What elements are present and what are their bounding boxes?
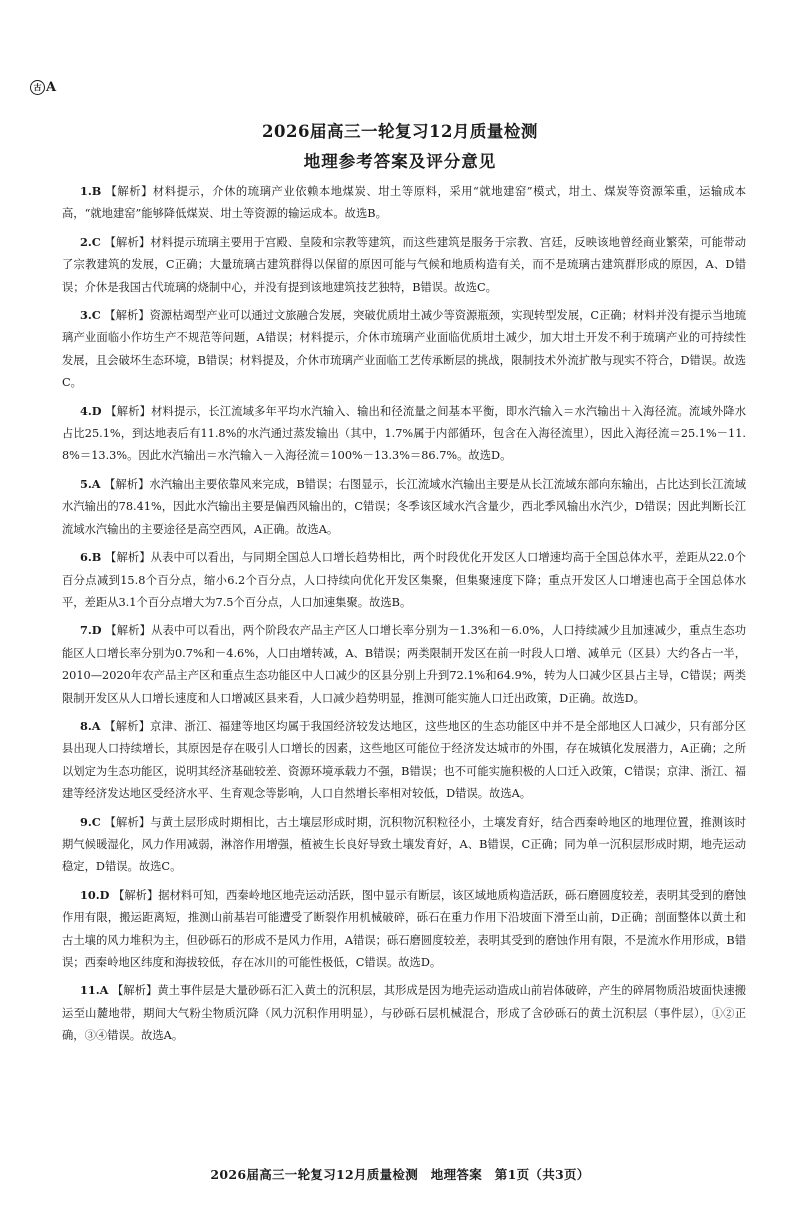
document-title: 2026届高三一轮复习12月质量检测 — [262, 122, 538, 141]
answer-item-6 — [62, 546, 746, 614]
answer-text: 【解析】从表中可以看出，两个阶段农产品主产区人口增长率分别为－1.3%和－6.0%，人口持续减少且加速减少，重点生态功能区人口增长率分别为0.7%和－4.6%，人口由增转减，A、B错误；两类限制开发区在前一时段人口增、减单元（区县）大约各占一半，2010—2020年农产品主产区和重点生态功能区中人口减少的区县分别上升到72.1%和64.9%，转为人口减少区县占主导，C错误；两类限制开发区从人口增长速度和人口增减区县来看，人口减少趋势明显，推测可能实施人口迁出政策，D正确。故选D。 — [62, 624, 746, 705]
answer-number: 3.C — [80, 308, 101, 323]
answer-item-3 — [62, 304, 746, 395]
answer-number: 6.B — [80, 550, 102, 565]
answer-text: 【解析】水汽输出主要依靠风来完成，B错误；右图显示，长江流域水汽输出主要是从长江流域东部向东输出，占比达到长江流域水汽输出的78.41%，因此水汽输出主要是偏西风输出的，C错误；冬季该区域水汽含量少，西北季风输出水汽少，D错误；因此判断长江流域水汽输出的主要途径是高空西风，A正确。故选A。 — [62, 477, 746, 536]
answer-item-7 — [62, 619, 746, 710]
answer-item-11 — [62, 979, 746, 1047]
answer-number: 8.A — [80, 718, 101, 733]
paper-version-mark — [30, 80, 56, 95]
answer-list — [62, 180, 746, 1053]
answer-item-1 — [62, 180, 746, 226]
document-subtitle: 地理参考答案及评分意见 — [303, 152, 497, 171]
answer-text: 【解析】材料提示琉璃主要用于宫殿、皇陵和宗教等建筑，而这些建筑是服务于宗教、宫廷，反映该地曾经商业繁荣，可能带动了宗教建筑的发展，C正确；大量琉璃古建筑群得以保留的原因可能与气候和地质构造有关，而不是琉璃古建筑群形成的原因，A、D错误；介休是我国古代琉璃的烧制中心，并没有提到该地建筑技艺独特，B错误。故选C。 — [62, 235, 747, 294]
answer-text: 【解析】资源枯竭型产业可以通过文旅融合发展，突破优质坩土减少等资源瓶颈，实现转型发展，C正确；材料并没有提示当地琉璃产业面临小作坊生产不规范等问题，A错误；材料提示，介休市琉璃产业面临优质坩土减少，加大坩土开发不利于琉璃产业的可持续性发展，且会破坏生态环境，B错误；材料提及，介休市琉璃产业面临工艺传承断层的挑战，限制技术外流扩散与现实不符合，D错误。故选C。 — [62, 309, 747, 390]
answer-text: 【解析】京津、浙江、福建等地区均属于我国经济较发达地区，这些地区的生态功能区中并不是全部地区人口减少，只有部分区县出现人口持续增长，其原因是存在吸引人口增长的因素，这些地区可能位于经济发达城市的外围，存在城镇化发展潜力，A正确；之所以划定为生态功能区，说明其经济基础较差、资源环境承载力不强，B错误；也不可能实施积极的人口迁入政策，C错误；京津、浙江、福建等经济发达地区受经济水平、生育观念等影响，人口自然增长率相对较低，D错误。故选A。 — [62, 719, 746, 801]
answer-item-2 — [62, 231, 746, 299]
answer-number: 1.B — [80, 184, 102, 198]
answer-text: 【解析】材料提示，介休的琉璃产业依赖本地煤炭、坩土等原料，采用“就地建窑”模式，坩土、煤炭等资源笨重，运输成本高，“就地建窑”能够降低煤炭、坩土等资源的输运成本。故选B。 — [62, 185, 746, 221]
answer-number: 10.D — [80, 887, 110, 902]
answer-number: 5.A — [80, 476, 101, 491]
answer-number: 2.C — [80, 234, 101, 249]
answer-item-10 — [62, 884, 746, 975]
answer-item-4 — [62, 400, 746, 468]
answer-number: 4.D — [80, 403, 102, 418]
version-circle-mark: 古 — [30, 80, 45, 95]
answer-number: 9.C — [80, 814, 101, 829]
answer-text: 【解析】黄土事件层是大量砂砾石汇入黄土的沉积层，其形成是因为地壳运动造成山前岩体破碎，产生的碎屑物质沿坡面快速搬运至山麓地带，期间大气粉尘物质沉降（风力沉积作用明显），与砂砾石层机械混合，形成了含砂砾石的黄土沉积层（事件层），①②正确，③④错误。故选A。 — [62, 984, 746, 1043]
answer-item-8 — [62, 715, 746, 806]
version-letter: A — [46, 80, 57, 95]
answer-text: 【解析】从表中可以看出，与同期全国总人口增长趋势相比，两个时段优化开发区人口增速均高于全国总体水平，差距从22.0个百分点减到15.8个百分点，缩小6.2个百分点，人口持续向优化开发区集聚，但集聚速度下降；重点开发区人口增速也高于全国总体水平，差距从3.1个百分点增大为7.5个百分点，人口加速集聚。故选B。 — [62, 551, 746, 609]
answer-text: 【解析】材料提示，长江流域多年平均水汽输入、输出和径流量之间基本平衡，即水汽输入＝水汽输出＋入海径流。流域外降水占比25.1%，到达地表后有11.8%的水汽通过蒸发输出（其中，1.7%属于内部循环，包含在入海径流里），因此入海径流＝25.1%－11.8%＝13.3%。因此水汽输出＝水汽输入－入海径流＝100%－13.3%＝86.7%。故选D。 — [62, 404, 747, 463]
answer-number: 7.D — [80, 623, 102, 638]
answer-item-5 — [62, 473, 746, 541]
answer-item-9 — [62, 811, 746, 879]
answer-text: 【解析】据材料可知，西秦岭地区地壳运动活跃，图中显示有断层，该区域地质构造活跃，砾石磨圆度较差，表明其受到的磨蚀作用有限，搬运距离短，推测山前基岩可能遭受了断裂作用机械破碎，砾石在重力作用下沿坡面下滑至山前，D正确；剖面整体以黄土和古土壤的风力堆积为主，但砂砾石的形成不是风力作用，A错误；砾石磨圆度较差，表明其受到的磨蚀作用有限，不是流水作用形成，B错误；西秦岭地区纬度和海拔较低，存在冰川的可能性极低，C错误。故选D。 — [62, 888, 747, 969]
page-footer: 2026届高三一轮复习12月质量检测 地理答案 第1页（共3页） — [210, 1167, 590, 1182]
answer-number: 11.A — [80, 983, 109, 998]
answer-text: 【解析】与黄土层形成时期相比，古土壤层形成时期，沉积物沉积粒径小，土壤发育好，结合西秦岭地区的地理位置，推测该时期气候暖湿化，风力作用减弱，淋溶作用增强，植被生长良好导致土壤发育好，A、B错误，C正确；同为单一沉积层形成时期，地壳运动稳定，D错误。故选C。 — [62, 815, 747, 874]
